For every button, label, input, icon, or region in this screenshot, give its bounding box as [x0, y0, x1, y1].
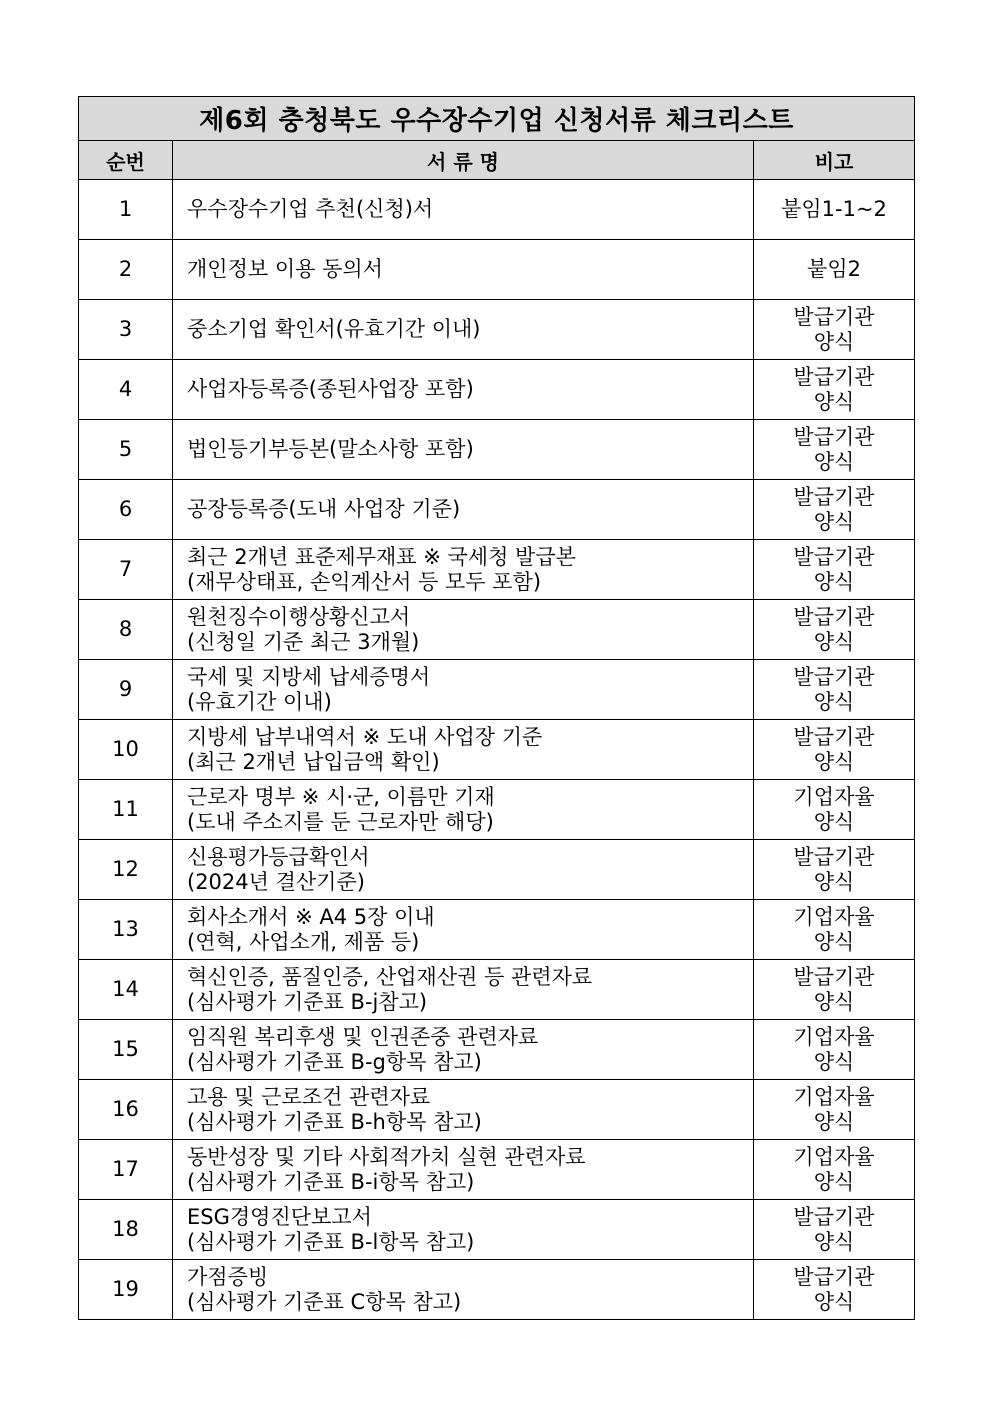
- document-name: 법인등기부등본(말소사항 포함): [187, 437, 474, 461]
- column-header-name: 서 류 명: [173, 141, 754, 180]
- table-row: [79, 660, 915, 720]
- document-name-detail: (재무상태표, 손익계산서 등 모두 포함): [187, 569, 542, 594]
- row-number: 14: [79, 960, 173, 1020]
- note-cell: [754, 600, 915, 660]
- document-name: 혁신인증, 품질인증, 산업재산권 등 관련자료: [187, 964, 593, 989]
- row-number: 3: [79, 300, 173, 360]
- table-row: [79, 480, 915, 540]
- table-row: [79, 1080, 915, 1140]
- note-text-line2: 양식: [813, 1289, 855, 1314]
- note-text-line2: 양식: [813, 689, 855, 714]
- document-name-detail: (심사평가 기준표 B-i항목 참고): [187, 1169, 475, 1194]
- row-number: 5: [79, 420, 173, 480]
- document-name: 사업자등록증(종된사업장 포함): [187, 377, 474, 401]
- document-name-cell: [173, 1200, 754, 1260]
- note-text-line2: 양식: [813, 389, 855, 414]
- row-number: 10: [79, 720, 173, 780]
- page-title: 제6회 충청북도 우수장수기업 신청서류 체크리스트: [79, 97, 915, 141]
- note-text: 기업자율: [793, 904, 875, 929]
- table-row: [79, 780, 915, 840]
- document-name-detail: (연혁, 사업소개, 제품 등): [187, 929, 420, 954]
- document-name: 고용 및 근로조건 관련자료: [187, 1084, 431, 1109]
- document-name-cell: [173, 780, 754, 840]
- note-text: 발급기관: [793, 544, 875, 569]
- title-row: [79, 97, 915, 141]
- document-name-cell: [173, 360, 754, 420]
- note-text: 기업자율: [793, 1024, 875, 1049]
- note-cell: [754, 360, 915, 420]
- note-text: 기업자율: [793, 784, 875, 809]
- note-cell: [754, 1140, 915, 1200]
- note-cell: [754, 1080, 915, 1140]
- column-header-no: 순번: [79, 141, 173, 180]
- row-number: 1: [79, 180, 173, 240]
- document-name: 공장등록증(도내 사업장 기준): [187, 497, 461, 521]
- note-cell: [754, 480, 915, 540]
- row-number: 19: [79, 1260, 173, 1320]
- note-text-line2: 양식: [813, 569, 855, 594]
- document-name-cell: [173, 1020, 754, 1080]
- row-number: 17: [79, 1140, 173, 1200]
- note-text-line2: 양식: [813, 449, 855, 474]
- note-cell: [754, 180, 915, 240]
- document-name-detail: (심사평가 기준표 C항목 참고): [187, 1289, 462, 1314]
- table-row: [79, 1200, 915, 1260]
- row-number: 13: [79, 900, 173, 960]
- row-number: 12: [79, 840, 173, 900]
- document-name-detail: (심사평가 기준표 B-j참고): [187, 989, 428, 1014]
- table-row: [79, 180, 915, 240]
- document-name-detail: (도내 주소지를 둔 근로자만 해당): [187, 809, 494, 834]
- document-name-cell: [173, 720, 754, 780]
- row-number: 15: [79, 1020, 173, 1080]
- table-row: [79, 1260, 915, 1320]
- row-number: 8: [79, 600, 173, 660]
- document-name-detail: (심사평가 기준표 B-h항목 참고): [187, 1109, 482, 1134]
- note-text: 발급기관: [793, 364, 875, 389]
- note-text-line2: 양식: [813, 869, 855, 894]
- note-text-line2: 양식: [813, 629, 855, 654]
- note-text: 발급기관: [793, 604, 875, 629]
- note-cell: [754, 540, 915, 600]
- table-row: [79, 900, 915, 960]
- note-text-line2: 양식: [813, 749, 855, 774]
- note-text: 발급기관: [793, 304, 875, 329]
- document-name: 원천징수이행상황신고서: [187, 604, 411, 629]
- header-row: [79, 141, 915, 180]
- note-text-line2: 양식: [813, 809, 855, 834]
- column-header-note: 비고: [754, 141, 915, 180]
- note-text: 발급기관: [793, 1204, 875, 1229]
- document-name: 중소기업 확인서(유효기간 이내): [187, 317, 481, 341]
- document-name-cell: [173, 480, 754, 540]
- note-text: 발급기관: [793, 1264, 875, 1289]
- row-number: 18: [79, 1200, 173, 1260]
- note-text-line2: 양식: [813, 1169, 855, 1194]
- note-cell: [754, 660, 915, 720]
- document-name-cell: [173, 900, 754, 960]
- table-row: [79, 1020, 915, 1080]
- note-text: 기업자율: [793, 1144, 875, 1169]
- note-cell: [754, 780, 915, 840]
- document-name-detail: (심사평가 기준표 B-g항목 참고): [187, 1049, 482, 1074]
- note-cell: [754, 300, 915, 360]
- document-name-cell: [173, 660, 754, 720]
- table-row: [79, 1140, 915, 1200]
- note-text: 발급기관: [793, 664, 875, 689]
- row-number: 11: [79, 780, 173, 840]
- document-name: 국세 및 지방세 납세증명서: [187, 664, 431, 689]
- row-number: 2: [79, 240, 173, 300]
- note-text-line2: 양식: [813, 509, 855, 534]
- document-name-cell: [173, 180, 754, 240]
- row-number: 4: [79, 360, 173, 420]
- table-row: [79, 540, 915, 600]
- table-row: [79, 720, 915, 780]
- note-text: 붙임1-1~2: [781, 197, 887, 221]
- note-cell: [754, 1260, 915, 1320]
- note-cell: [754, 1020, 915, 1080]
- note-text: 붙임2: [807, 257, 861, 281]
- note-cell: [754, 960, 915, 1020]
- table-row: [79, 840, 915, 900]
- table-row: [79, 240, 915, 300]
- row-number: 6: [79, 480, 173, 540]
- checklist-table: [78, 96, 915, 1320]
- note-cell: [754, 840, 915, 900]
- note-text-line2: 양식: [813, 1109, 855, 1134]
- document-name-cell: [173, 420, 754, 480]
- document-name-detail: (신청일 기준 최근 3개월): [187, 629, 420, 654]
- document-name: 신용평가등급확인서: [187, 844, 370, 869]
- note-text-line2: 양식: [813, 929, 855, 954]
- document-name: 가점증빙: [187, 1264, 269, 1289]
- document-name-cell: [173, 1260, 754, 1320]
- document-name: 개인정보 이용 동의서: [187, 257, 383, 281]
- note-text-line2: 양식: [813, 1049, 855, 1074]
- note-text: 발급기관: [793, 724, 875, 749]
- note-cell: [754, 900, 915, 960]
- document-name-cell: [173, 1140, 754, 1200]
- note-text-line2: 양식: [813, 989, 855, 1014]
- document-name-cell: [173, 540, 754, 600]
- row-number: 16: [79, 1080, 173, 1140]
- row-number: 7: [79, 540, 173, 600]
- note-text-line2: 양식: [813, 329, 855, 354]
- row-number: 9: [79, 660, 173, 720]
- document-name-detail: (2024년 결산기준): [187, 869, 365, 894]
- table-row: [79, 960, 915, 1020]
- document-name: 임직원 복리후생 및 인권존중 관련자료: [187, 1024, 539, 1049]
- table-row: [79, 600, 915, 660]
- document-name-detail: (최근 2개년 납입금액 확인): [187, 749, 440, 774]
- document-name: 회사소개서 ※ A4 5장 이내: [187, 904, 435, 929]
- document-name-detail: (유효기간 이내): [187, 689, 332, 714]
- table-row: [79, 420, 915, 480]
- checklist-document: [78, 96, 914, 1320]
- document-name: 지방세 납부내역서 ※ 도내 사업장 기준: [187, 724, 543, 749]
- document-name: 우수장수기업 추천(신청)서: [187, 197, 434, 221]
- document-name: 동반성장 및 기타 사회적가치 실현 관련자료: [187, 1144, 586, 1169]
- document-name-cell: [173, 1080, 754, 1140]
- document-name-cell: [173, 300, 754, 360]
- note-text: 발급기관: [793, 484, 875, 509]
- document-name: 최근 2개년 표준제무재표 ※ 국세청 발급본: [187, 544, 576, 569]
- table-row: [79, 300, 915, 360]
- document-name-cell: [173, 960, 754, 1020]
- note-cell: [754, 1200, 915, 1260]
- note-cell: [754, 240, 915, 300]
- document-name-detail: (심사평가 기준표 B-l항목 참고): [187, 1229, 475, 1254]
- document-name-cell: [173, 600, 754, 660]
- document-name-cell: [173, 840, 754, 900]
- note-cell: [754, 420, 915, 480]
- document-name: 근로자 명부 ※ 시·군, 이름만 기재: [187, 784, 495, 809]
- note-text-line2: 양식: [813, 1229, 855, 1254]
- note-text: 발급기관: [793, 844, 875, 869]
- document-name: ESG경영진단보고서: [187, 1204, 372, 1229]
- note-text: 발급기관: [793, 424, 875, 449]
- note-text: 발급기관: [793, 964, 875, 989]
- document-name-cell: [173, 240, 754, 300]
- table-row: [79, 360, 915, 420]
- note-text: 기업자율: [793, 1084, 875, 1109]
- note-cell: [754, 720, 915, 780]
